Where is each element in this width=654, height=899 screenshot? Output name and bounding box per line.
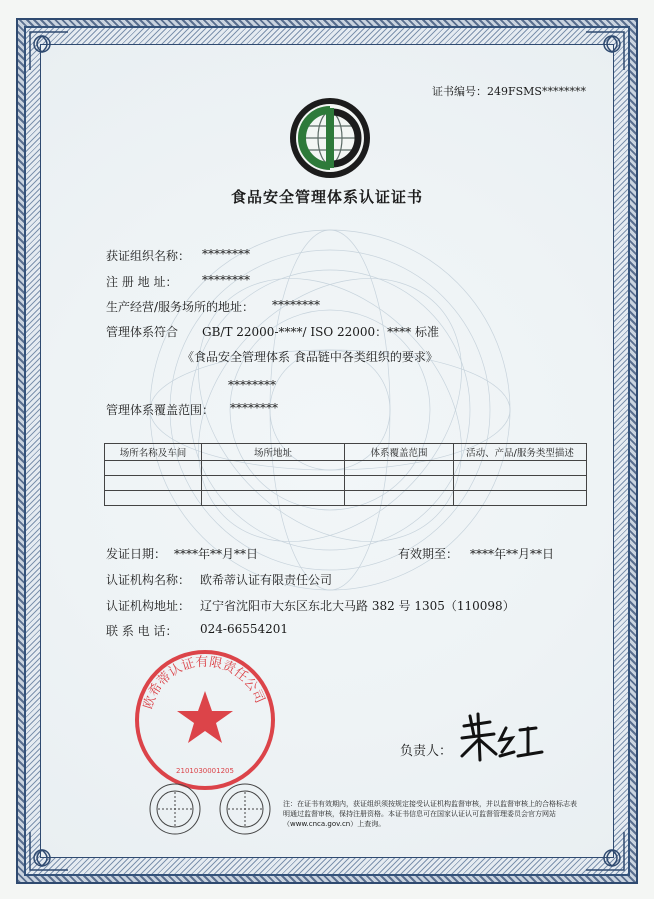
certificate-number-label: 证书编号： <box>432 85 487 98</box>
company-seal-icon <box>130 645 280 795</box>
issue-date-label: 发证日期： <box>106 547 167 561</box>
valid-until-value: ****年**月**日 <box>470 547 555 561</box>
table-cell <box>345 491 454 506</box>
table-cell <box>202 476 345 491</box>
issue-date-value: ****年**月**日 <box>174 547 259 561</box>
scope-label: 管理体系覆盖范围： <box>106 403 215 417</box>
table-cell <box>345 461 454 476</box>
system-extra: ******** <box>228 378 276 392</box>
agency-address-label: 认证机构地址： <box>106 599 191 613</box>
seal-code: 2101030001205 <box>176 767 234 775</box>
table-cell <box>202 461 345 476</box>
site-address-value: ******** <box>272 298 320 312</box>
table-row <box>105 491 587 506</box>
certificate-title: 食品安全管理体系认证证书 <box>230 188 423 206</box>
org-name-label: 获证组织名称： <box>106 249 191 263</box>
reg-address-value: ******** <box>202 273 250 287</box>
system-label: 管理体系符合 <box>106 325 179 339</box>
inspection-badge-icon <box>218 782 272 836</box>
certificate-number-value: 249FSMS******** <box>487 85 586 98</box>
corner-ornament-icon <box>26 28 72 74</box>
table-header-cell: 活动、产品/服务类型描述 <box>454 444 587 461</box>
inspection-badge-icon <box>148 782 202 836</box>
certification-logo-icon <box>288 96 372 180</box>
system-description: 《食品安全管理体系 食品链中各类组织的要求》 <box>182 350 438 364</box>
table-header-cell: 场所地址 <box>202 444 345 461</box>
corner-ornament-icon <box>582 828 628 874</box>
footnote: 注：在证书有效期内，获证组织须按规定接受认证机构监督审核，并以监督审核上的合格标志表明通过监督审核，保持注册资格。本证书信息可在国家认证认可监督管理委员会官方网站（www.cnca.gov.cn）上查询。 <box>283 800 577 828</box>
table-row <box>105 476 587 491</box>
certificate-number <box>432 83 586 99</box>
signatory-label: 负责人： <box>400 744 453 759</box>
valid-until-label: 有效期至： <box>398 547 459 561</box>
table-cell <box>454 461 587 476</box>
table-cell <box>202 491 345 506</box>
agency-name-value: 欧希蒂认证有限责任公司 <box>200 573 333 587</box>
agency-name-label: 认证机构名称： <box>106 573 191 587</box>
agency-phone-label: 联 系 电 话： <box>106 624 178 638</box>
table-header-cell: 场所名称及车间 <box>105 444 202 461</box>
table-header-row <box>105 444 587 461</box>
corner-ornament-icon <box>582 28 628 74</box>
handwritten-signature <box>456 706 546 764</box>
system-value: GB/T 22000-****/ ISO 22000：**** 标准 <box>202 325 439 339</box>
reg-address-label: 注 册 地 址： <box>106 275 178 289</box>
table-cell <box>105 461 202 476</box>
table-cell <box>454 491 587 506</box>
site-table <box>104 443 587 506</box>
scope-value: ******** <box>230 401 278 415</box>
table-cell <box>105 491 202 506</box>
table-row <box>105 461 587 476</box>
table-cell <box>105 476 202 491</box>
seal-text: 欧希蒂认证有限责任公司 <box>141 654 268 712</box>
table-cell <box>345 476 454 491</box>
table-header-cell: 体系覆盖范围 <box>345 444 454 461</box>
agency-address-value: 辽宁省沈阳市大东区东北大马路 382 号 1305（110098） <box>200 599 515 613</box>
corner-ornament-icon <box>26 828 72 874</box>
org-name-value: ******** <box>202 247 250 261</box>
agency-phone-value: 024-66554201 <box>200 622 289 636</box>
site-address-label: 生产经营/服务场所的地址： <box>106 300 255 314</box>
table-cell <box>454 476 587 491</box>
